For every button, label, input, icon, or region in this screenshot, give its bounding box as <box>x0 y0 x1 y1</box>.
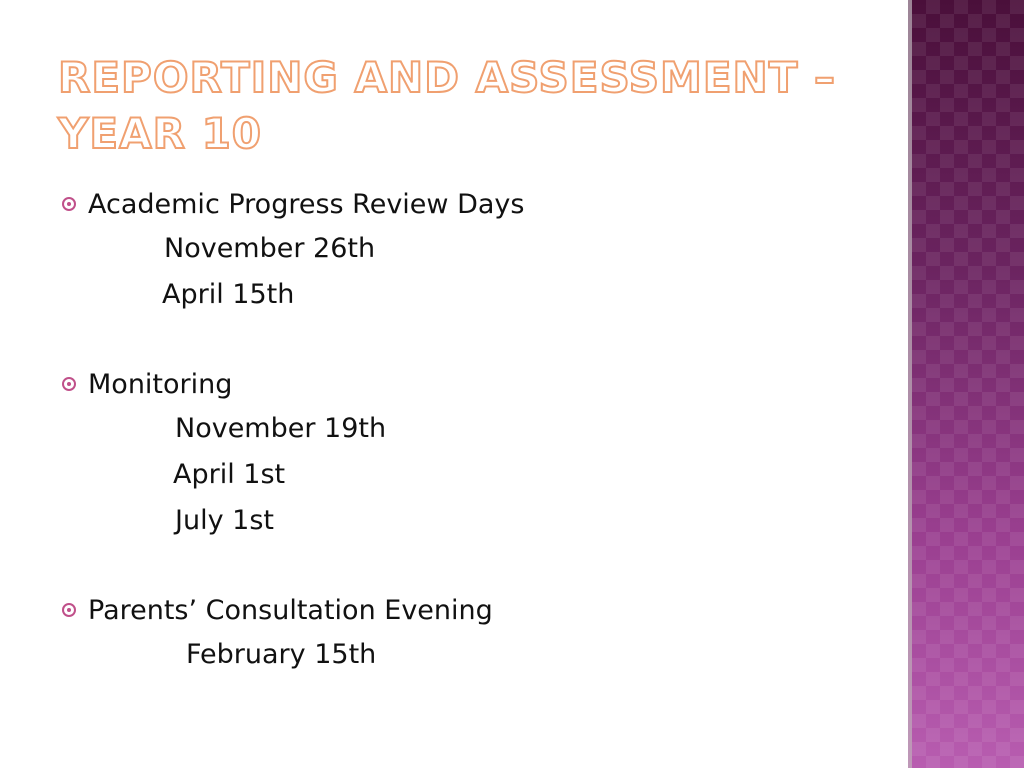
bullet-item-monitoring <box>62 362 882 406</box>
date-line: July 1st <box>175 505 274 536</box>
date-line: April 15th <box>162 279 295 310</box>
date-line: April 1st <box>173 459 286 490</box>
slide-content <box>62 182 882 678</box>
decorative-side-band <box>912 0 1024 768</box>
bullet-heading: Monitoring <box>88 368 233 400</box>
circled-dot-icon <box>62 603 76 617</box>
spacer <box>62 544 882 588</box>
bullet-heading: Academic Progress Review Days <box>88 188 525 220</box>
date-line: November 26th <box>164 233 376 264</box>
circled-dot-icon <box>62 377 76 391</box>
date-line: November 19th <box>175 413 387 444</box>
bullet-item-academic-progress <box>62 182 882 226</box>
bullet-heading: Parents’ Consultation Evening <box>88 594 493 626</box>
slide-title: REPORTING AND ASSESSMENT – YEAR 10 <box>58 53 836 158</box>
bullet-item-parents-consultation <box>62 588 882 632</box>
spacer <box>62 318 882 362</box>
circled-dot-icon <box>62 197 76 211</box>
date-line: February 15th <box>186 639 377 670</box>
